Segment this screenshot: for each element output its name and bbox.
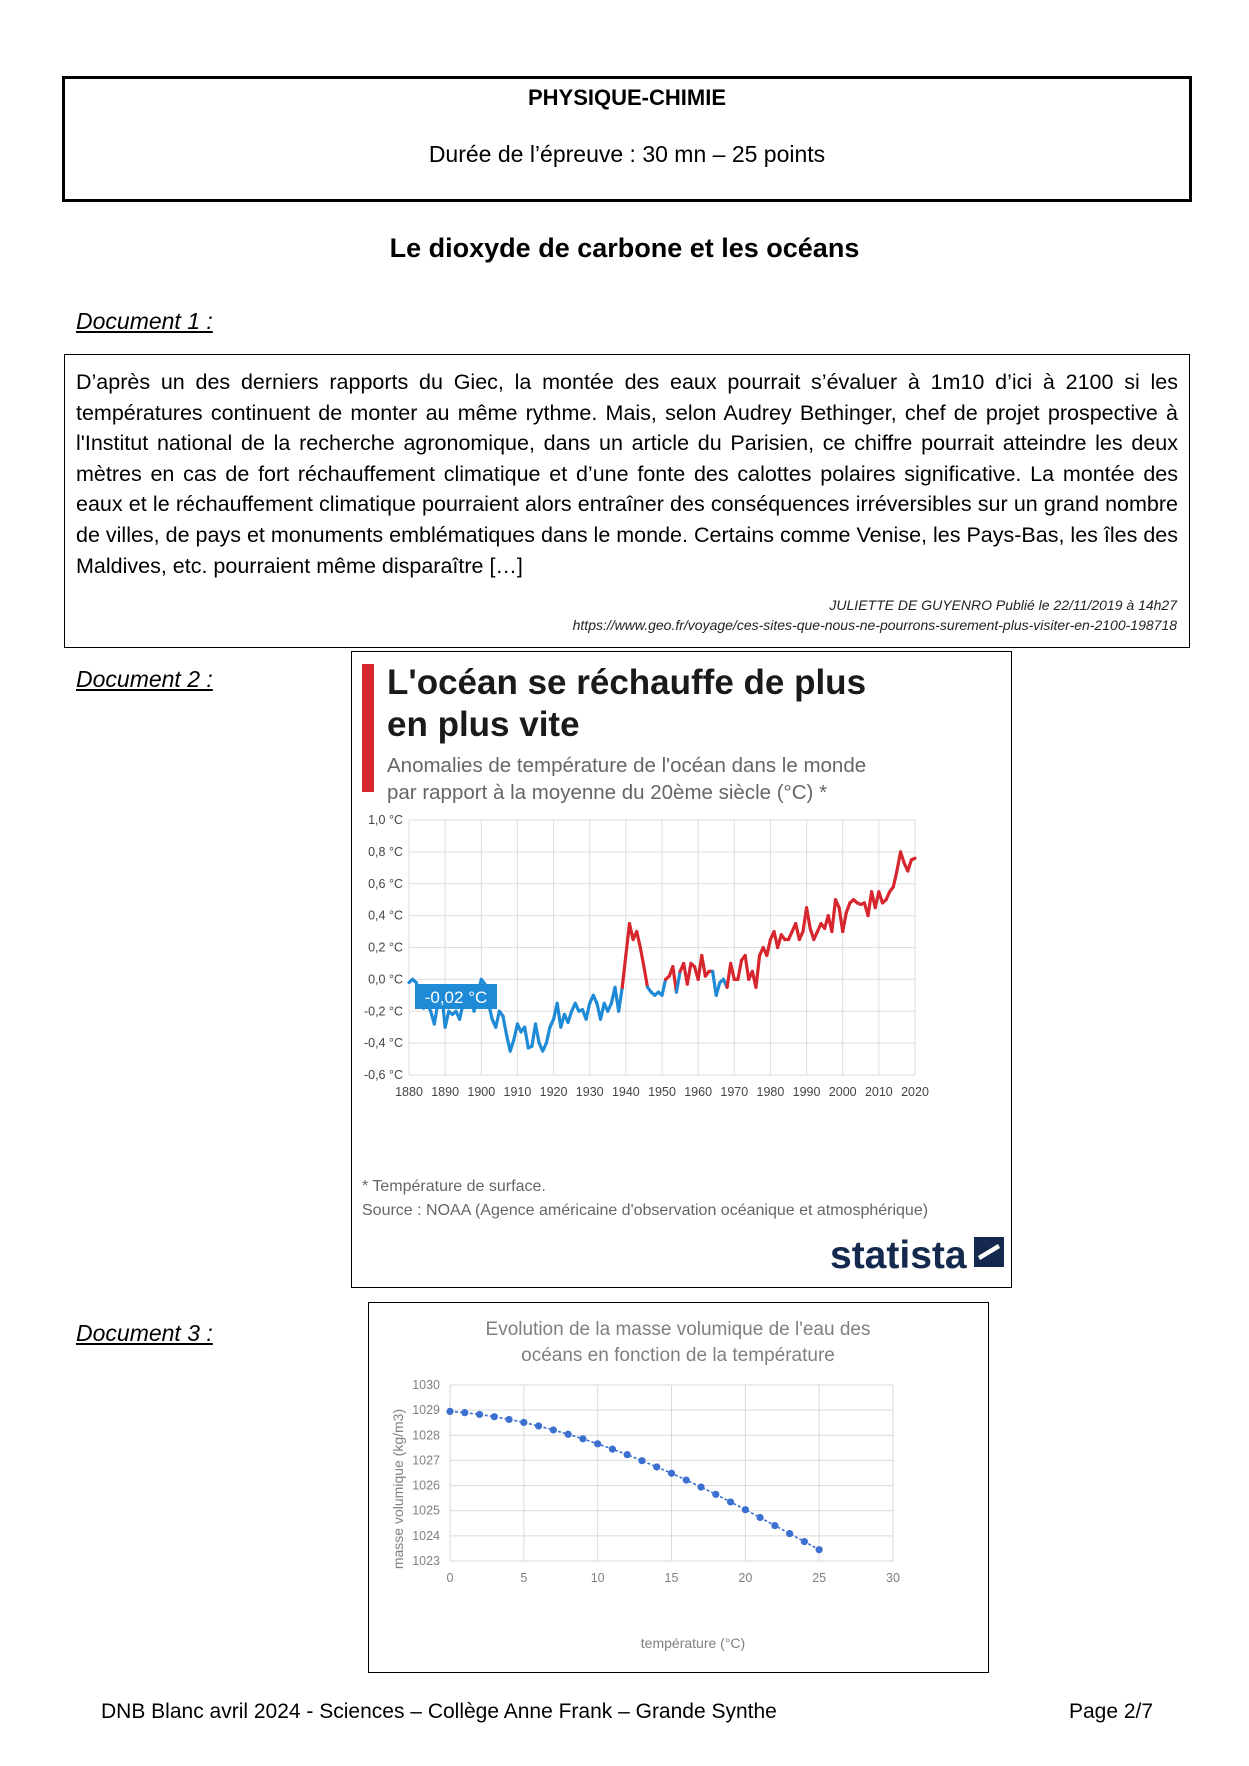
- chart2-point: [697, 1483, 704, 1490]
- chart2-y-tick: 1028: [412, 1428, 440, 1443]
- chart2-point: [491, 1413, 498, 1420]
- chart2-title-line1: Evolution de la masse volumique de l'eau des: [485, 1319, 871, 1340]
- chart1-source: Source : NOAA (Agence américaine d'observation océanique et atmosphérique): [362, 1202, 929, 1219]
- chart1-line-segment: [619, 987, 623, 1011]
- chart1-y-tick: -0,4 °C: [363, 1036, 403, 1051]
- chart2-y-tick: 1023: [412, 1554, 440, 1568]
- chart1-y-tick: -0,2 °C: [363, 1004, 403, 1019]
- chart2-y-tick: 1030: [412, 1378, 440, 1392]
- chart1-line-segment: [510, 1040, 514, 1051]
- chart1-subtitle-line1: Anomalies de température de l'océan dans le monde: [387, 754, 867, 777]
- chart1-y-tick: 1,0 °C: [368, 813, 403, 827]
- chart1-line-segment: [662, 979, 666, 995]
- chart1-line-segment: [676, 971, 680, 992]
- chart2-point: [801, 1538, 808, 1545]
- title-accent-bar: [362, 664, 374, 792]
- chart1-x-tick: 1880: [395, 1085, 423, 1099]
- document1-box: [64, 354, 1190, 648]
- document1-text: D’après un des derniers rapports du Giec, la montée des eaux pourrait s’évaluer à 1m10 d’ici à 2100 si les températures continuent de monter au même rythme. Mais, selon Audrey Bethinger, chef de projet prospective à l'Institut national de la recherche agronomique, dans un article du Parisien, ce chiffre pourrait atteindre les deux mètres en cas de fort réchauffement climatique et d’une fonte des calottes polaires significative. La montée des eaux et le réchauffement climatique pourraient alors entraîner des conséquences irréversibles sur un grand nombre de villes, de pays et monuments emblématiques dans le monde. Certains comme Venise, les Pays-Bas, les îles des Maldives, etc. pourraient même disparaître […]: [76, 370, 1178, 578]
- chart1-x-tick: 1970: [720, 1085, 749, 1099]
- chart2-point: [683, 1476, 690, 1483]
- chart2-y-tick: 1024: [412, 1528, 440, 1543]
- chart1-x-tick: 1900: [467, 1085, 496, 1099]
- chart1-line-segment: [908, 860, 912, 871]
- chart2-point: [579, 1435, 586, 1442]
- chart2-y-tick: 1027: [412, 1453, 440, 1468]
- chart1-line-segment: [637, 932, 641, 948]
- chart2-point: [520, 1419, 527, 1426]
- chart1-line-segment: [640, 948, 644, 967]
- chart2-point: [742, 1506, 749, 1513]
- chart1-x-tick: 1940: [611, 1085, 640, 1099]
- chart2-trend-line: [450, 1411, 819, 1549]
- document1-url: https://www.geo.fr/voyage/ces-sites-que-nous-ne-pourrons-surement-plus-visiter-en-2100-198718: [572, 617, 1177, 633]
- chart1-line-segment: [767, 940, 771, 956]
- chart1-line-segment: [687, 963, 691, 984]
- chart2-y-axis-label: masse volumique (kg/m3): [390, 1408, 406, 1570]
- chart1-x-tick: 2020: [901, 1085, 929, 1099]
- exam-duration: Durée de l’épreuve : 30 mn – 25 points: [428, 141, 826, 167]
- density-temperature-chart: [369, 1303, 987, 1671]
- chart2-point: [565, 1431, 572, 1438]
- footer-page-number: Page 2/7: [1069, 1700, 1154, 1723]
- document3-label: Document 3 :: [76, 1320, 213, 1346]
- chart2-point: [727, 1498, 734, 1505]
- document2-label: Document 2 :: [76, 666, 213, 692]
- chart2-x-axis-label: température (°C): [640, 1635, 746, 1651]
- chart1-line-segment: [546, 1027, 550, 1043]
- chart1-x-tick: 1990: [792, 1085, 821, 1099]
- chart2-point: [816, 1546, 823, 1553]
- chart1-line-segment: [756, 955, 760, 987]
- chart1-line-segment: [536, 1024, 540, 1043]
- callout-value: -0,02 °C: [424, 988, 488, 1007]
- chart1-line-segment: [901, 852, 905, 863]
- chart1-line-segment: [911, 858, 915, 860]
- chart1-line-segment: [445, 1011, 449, 1027]
- chart1-line-segment: [644, 967, 648, 988]
- chart1-line-segment: [731, 963, 735, 979]
- chart2-point: [461, 1409, 468, 1416]
- chart1-line-segment: [832, 900, 836, 932]
- chart2-point: [624, 1451, 631, 1458]
- chart1-line-segment: [738, 960, 742, 979]
- chart1-title-line2: en plus vite: [387, 705, 580, 744]
- chart2-point: [786, 1530, 793, 1537]
- chart2-x-tick-labels: [447, 1571, 900, 1585]
- chart1-note: * Température de surface.: [362, 1178, 546, 1195]
- chart2-y-tick: 1025: [412, 1503, 440, 1518]
- chart2-x-tick: 5: [520, 1571, 528, 1585]
- chart2-point: [550, 1426, 557, 1433]
- chart1-line-segment: [807, 908, 811, 929]
- ocean-temperature-chart: [352, 652, 1010, 1286]
- footer-exam-info: DNB Blanc avril 2024 - Sciences – Collège Anne Frank – Grande Synthe: [101, 1700, 777, 1723]
- chart2-title-line2: océans en fonction de la température: [521, 1345, 835, 1366]
- chart2-point: [771, 1522, 778, 1529]
- chart1-line-segment: [622, 955, 626, 987]
- chart2-point: [757, 1514, 764, 1521]
- exam-header-box: [62, 76, 1192, 202]
- chart2-point: [653, 1463, 660, 1470]
- chart2-x-tick: 15: [664, 1571, 679, 1585]
- chart1-line-segment: [879, 892, 883, 903]
- chart2-x-tick: 0: [446, 1571, 454, 1585]
- chart2-y-tick: 1029: [412, 1403, 440, 1418]
- chart1-x-tick: 1980: [756, 1085, 785, 1099]
- chart1-x-tick: 1910: [503, 1085, 532, 1099]
- chart1-line-segment: [702, 955, 706, 976]
- chart1-y-tick: 0,8 °C: [368, 844, 403, 859]
- chart1-line-segment: [745, 955, 749, 979]
- page-title: Le dioxyde de carbone et les océans: [389, 233, 860, 263]
- chart1-line-segment: [586, 1003, 590, 1019]
- chart2-point: [609, 1446, 616, 1453]
- chart2-y-tick-labels: [412, 1378, 440, 1568]
- chart2-series-points: [446, 1408, 822, 1553]
- exam-subject: PHYSIQUE-CHIMIE: [527, 85, 727, 110]
- chart2-point: [712, 1491, 719, 1498]
- chart1-line-segment: [893, 871, 897, 887]
- chart1-line-segment: [503, 1016, 507, 1035]
- chart2-point: [446, 1408, 453, 1415]
- chart1-x-tick: 1930: [575, 1085, 604, 1099]
- chart2-x-tick: 25: [812, 1571, 827, 1585]
- chart1-line-segment: [525, 1027, 529, 1048]
- chart2-x-tick: 20: [738, 1571, 753, 1585]
- chart2-point: [668, 1470, 675, 1477]
- chart2-point: [535, 1422, 542, 1429]
- chart2-point: [594, 1440, 601, 1447]
- chart1-callout: [415, 984, 497, 1009]
- chart1-x-tick: 1890: [431, 1085, 460, 1099]
- chart2-y-tick: 1026: [412, 1478, 440, 1493]
- document3-chart-frame: [368, 1302, 989, 1673]
- statista-logo-icon: [974, 1237, 1004, 1267]
- chart1-x-tick: 2000: [828, 1085, 857, 1099]
- chart1-x-tick: 1920: [539, 1085, 568, 1099]
- chart1-y-tick: -0,6 °C: [363, 1068, 403, 1082]
- chart1-x-tick: 1960: [684, 1085, 713, 1099]
- chart1-y-tick: 0,2 °C: [368, 940, 403, 955]
- chart1-line-segment: [568, 1011, 572, 1022]
- chart1-title-line1: L'océan se réchauffe de plus: [387, 663, 867, 702]
- chart2-series-line: [450, 1411, 819, 1549]
- chart1-line-segment: [716, 983, 720, 996]
- chart1-x-tick-labels: [395, 1085, 929, 1099]
- chart1-y-tick: 0,4 °C: [368, 908, 403, 923]
- chart2-point: [476, 1411, 483, 1418]
- chart1-y-tick-labels: [364, 813, 403, 1082]
- document1-credit: [573, 595, 1177, 635]
- chart1-y-tick: 0,6 °C: [368, 876, 403, 891]
- chart1-x-tick: 1950: [648, 1085, 676, 1099]
- chart1-line-segment: [496, 1011, 500, 1027]
- chart1-subtitle-line2: par rapport à la moyenne du 20ème siècle (°C) *: [387, 781, 828, 804]
- document2-chart-frame: [351, 651, 1012, 1288]
- document1-label: Document 1 :: [76, 308, 213, 334]
- chart2-x-tick: 30: [886, 1571, 900, 1585]
- chart2-point: [638, 1457, 645, 1464]
- chart1-grid: [409, 820, 915, 1075]
- chart2-point: [505, 1416, 512, 1423]
- chart1-x-tick: 2010: [864, 1085, 893, 1099]
- chart2-x-tick: 10: [590, 1571, 605, 1585]
- document1-author: JULIETTE DE GUYENRO Publié le 22/11/2019 à 14h27: [829, 597, 1177, 613]
- chart1-y-tick: 0,0 °C: [368, 972, 403, 987]
- statista-logo-text: statista: [830, 1234, 967, 1277]
